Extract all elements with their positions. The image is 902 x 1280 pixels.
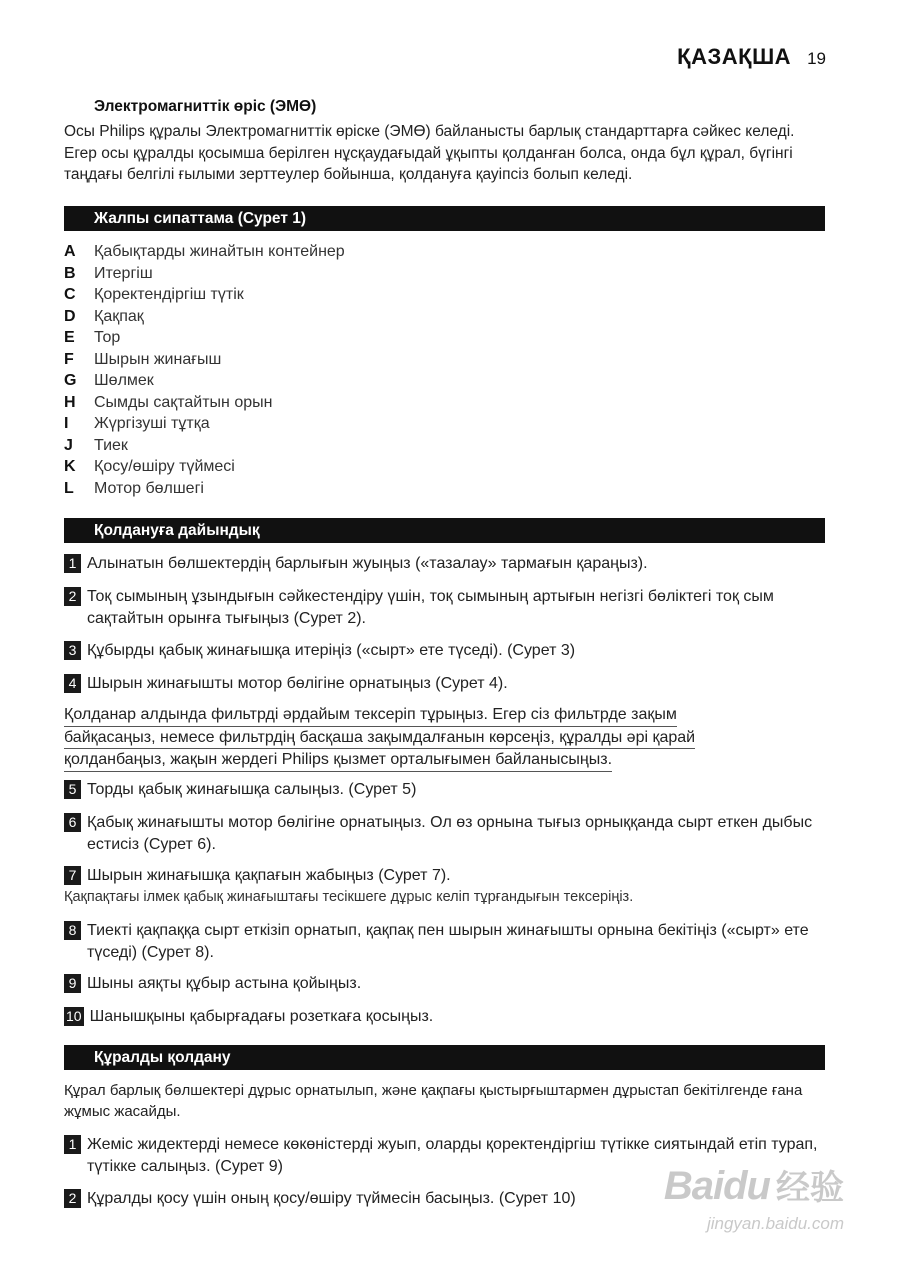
step-text: Тиекті қақпаққа сырт еткізіп орнатып, қақпақ пен шырын жинағышты орнына бекітіңіз («сырт» ете түседі) (Сурет 8).	[87, 922, 809, 961]
part-letter: J	[64, 436, 73, 454]
parts-list	[64, 241, 345, 499]
part-letter: C	[64, 286, 76, 303]
step-number: 2	[64, 587, 81, 606]
language-label: ҚАЗАҚША	[677, 44, 792, 69]
part-item	[64, 392, 345, 414]
step-text: Шырын жинағышқа қақпағын жабыңыз (Сурет 7).	[87, 867, 451, 884]
step-number: 8	[64, 921, 81, 940]
step-number: 10	[66, 1008, 82, 1024]
part-item	[64, 478, 345, 500]
watermark-logo: Baidu	[663, 1164, 770, 1208]
prep-step	[64, 779, 825, 801]
part-label: Тор	[94, 329, 121, 346]
warning-line: Қолданар алдында фильтрді әрдайым тексеріп тұрыңыз. Егер сіз фильтрде зақым	[64, 704, 677, 727]
warning-notice	[64, 704, 695, 772]
prep-step	[64, 920, 825, 963]
watermark-cn: 经验	[776, 1169, 844, 1207]
section-use-heading: Құралды қолдану	[64, 1045, 825, 1070]
prep-step	[64, 812, 825, 855]
part-letter: F	[64, 350, 74, 368]
part-label: Сымды сақтайтын орын	[94, 393, 273, 411]
prep-step	[64, 586, 825, 629]
step-text: Құбырды қабық жинағышқа итеріңіз («сырт» ете түседі). (Сурет 3)	[87, 642, 576, 659]
prep-step	[64, 1006, 825, 1028]
part-item	[64, 241, 345, 263]
prep-step	[64, 865, 825, 887]
part-item	[64, 456, 345, 478]
part-label: Мотор бөлшегі	[94, 479, 204, 497]
step-number: 4	[64, 674, 81, 693]
part-label: Қабықтарды жинайтын контейнер	[94, 243, 345, 260]
step-text: Қабық жинағышты мотор бөлігіне орнатыңыз. Ол өз орнына тығыз орныққанда сырт еткен дыбыс естисіз (Сурет 6).	[87, 814, 813, 853]
part-letter: D	[64, 307, 76, 325]
part-item	[64, 306, 345, 328]
prep-step	[64, 973, 825, 995]
part-label: Қосу/өшіру түймесі	[94, 458, 235, 475]
part-label: Итергіш	[94, 264, 153, 282]
section-prep-heading: Қолдануға дайындық	[64, 518, 825, 543]
step7-note: Қақпақтағы ілмек қабық жинағыштағы тесікшеге дұрыс келіп тұрғандығын тексеріңіз.	[64, 889, 634, 905]
page-number: 19	[807, 49, 826, 68]
watermark-url: jingyan.baidu.com	[706, 1214, 844, 1233]
step-text: Тоқ сымының ұзындығын сәйкестендіру үшін, тоқ сымының артығын негізгі бөліктегі тоқ сым сақтайтын орынға тығыңыз (Сурет 2).	[87, 588, 774, 627]
part-label: Жүргізуші тұтқа	[94, 415, 210, 432]
part-label: Қоректендіргіш түтік	[94, 286, 244, 303]
step-text: Торды қабық жинағышқа салыңыз. (Сурет 5)	[87, 781, 417, 798]
page-header	[677, 44, 826, 70]
step-number: 6	[64, 813, 81, 832]
prep-step	[64, 673, 825, 695]
step-text: Шыны аяқты құбыр астына қойыңыз.	[87, 975, 362, 992]
step-number: 5	[64, 780, 81, 799]
step-number: 1	[64, 1135, 81, 1154]
part-label: Қақпақ	[94, 307, 144, 325]
part-item	[64, 327, 345, 349]
step-text: Алынатын бөлшектердің барлығын жуыңыз («тазалау» тармағын қараңыз).	[87, 555, 648, 572]
prep-step	[64, 640, 825, 662]
part-letter: L	[64, 479, 74, 497]
part-item	[64, 349, 345, 371]
step-text: Шырын жинағышты мотор бөлігіне орнатыңыз (Сурет 4).	[87, 675, 508, 692]
step-text: Жеміс жидектерді немесе көкөністерді жуып, оларды қоректендіргіш түтікке сиятындай етіп турап, түтікке салыңыз. (Сурет 9)	[87, 1136, 818, 1175]
part-letter: B	[64, 264, 76, 282]
emf-heading: Электромагниттік өріс (ЭМӨ)	[94, 98, 317, 115]
part-label: Тиек	[94, 436, 128, 454]
part-item	[64, 263, 345, 285]
part-letter: K	[64, 458, 76, 475]
part-letter: E	[64, 329, 75, 346]
prep-step	[64, 553, 825, 575]
part-label: Шөлмек	[94, 372, 154, 389]
baidu-watermark	[663, 1160, 844, 1233]
step-number: 3	[64, 641, 81, 660]
step-text: Шанышқыны қабырғадағы розеткаға қосыңыз.	[89, 1008, 434, 1025]
part-item	[64, 413, 345, 435]
part-letter: H	[64, 393, 76, 411]
part-letter: I	[64, 415, 69, 432]
warning-line: байқасаңыз, немесе фильтрдің басқаша зақымдалғанын көрсеңіз, құралды әрі қарай	[64, 727, 695, 750]
part-item	[64, 370, 345, 392]
step-number: 1	[64, 554, 81, 573]
part-item	[64, 435, 345, 457]
step-text: Құралды қосу үшін оның қосу/өшіру түймесін басыңыз. (Сурет 10)	[87, 1190, 576, 1207]
section-general-heading: Жалпы сипаттама (Сурет 1)	[64, 206, 825, 231]
step-number: 7	[64, 866, 81, 885]
warning-line: қолданбаңыз, жақын жердегі Philips қызмет орталығымен байланысыңыз.	[64, 749, 612, 772]
use-intro: Құрал барлық бөлшектері дұрыс орнатылып, және қақпағы қыстырғыштармен дұрыстап бекітілгенде ғана жұмыс жасайды.	[64, 1082, 803, 1120]
part-label: Шырын жинағыш	[94, 350, 222, 368]
emf-paragraph: Осы Philips құралы Электромагниттік өріске (ЭМӨ) байланысты барлық стандарттарға сәйкес келеді. Егер осы құралды қосымша берілген нұсқаудағыдай ұқыпты қолданған болса, онда бұл құрал, бүгінгі таңдағы белгілі ғылыми зерттеулер бойынша, қолдануға қауіпсіз болып келеді.	[64, 123, 795, 183]
part-item	[64, 284, 345, 306]
step-number: 2	[64, 1189, 81, 1208]
step-number: 9	[64, 974, 81, 993]
part-letter: A	[64, 243, 76, 260]
part-letter: G	[64, 372, 77, 389]
